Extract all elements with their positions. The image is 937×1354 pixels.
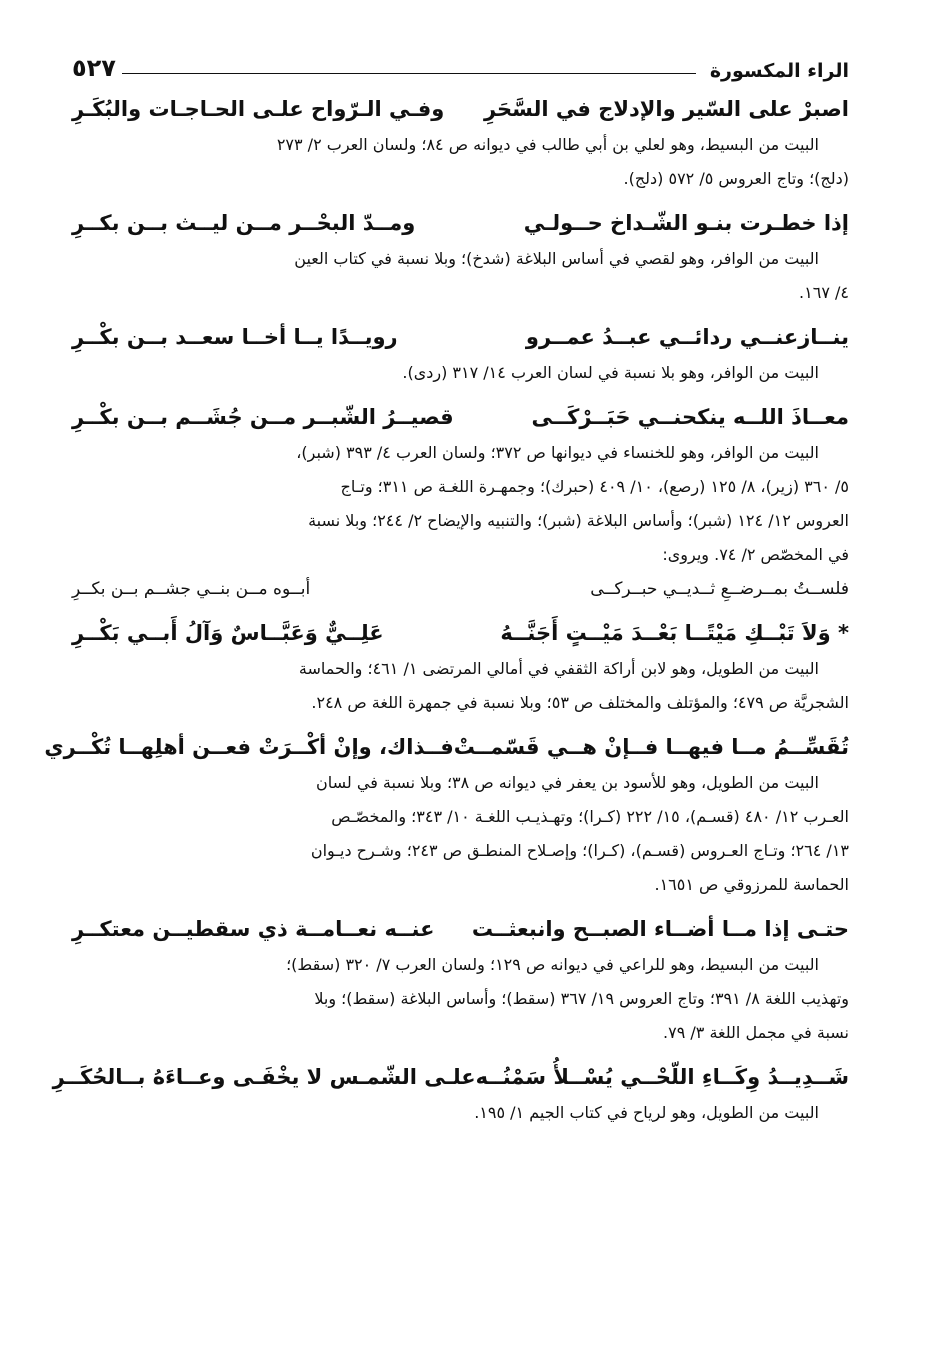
note-line: نسبة في مجمل اللغة ٣/ ٧٩. bbox=[663, 1023, 849, 1042]
note-line: الحماسة للمرزوقي ص ١٦٥١. bbox=[654, 875, 849, 894]
verse-first-hemistich: تُقَسِّــمُ مــا فيهــا فــإنْ هــي قَسّمــتْ bbox=[453, 735, 849, 759]
note-line: البيت من الوافر، وهو لقصي في أساس البلاغة (شدخ)؛ وبلا نسبة في كتاب العين bbox=[294, 249, 819, 268]
verse-second-hemistich: رويــدًا يــا أخــا سعــد بــن بكْــرِ bbox=[72, 325, 398, 349]
note-line: البيت من الوافر، وهو بلا نسبة في لسان العرب ١٤/ ٣١٧ (ردى). bbox=[402, 363, 819, 382]
variant-verse-line bbox=[72, 572, 849, 606]
note-line: العروس ١٢/ ١٢٤ (شبر)؛ وأساس البلاغة (شبر)؛ والتنبيه والإيضاح ٢/ ٢٤٤؛ وبلا نسبة bbox=[308, 511, 849, 530]
note-line: ٥/ ٣٦٠ (زير)، ٨/ ١٢٥ (رصع)، ١٠/ ٤٠٩ (حبرك)؛ وجمهـرة اللغـة ص ٣١١؛ وتـاج bbox=[340, 477, 849, 496]
verse-line bbox=[52, 1058, 849, 1096]
note-line: وتهذيب اللغة ٨/ ٣٩١؛ وتاج العروس ١٩/ ٣٦٧ (سقط)؛ وأساس البلاغة (سقط)؛ وبلا bbox=[314, 989, 849, 1008]
note-line: البيت من البسيط، وهو لعلي بن أبي طالب في ديوانه ص ٨٤؛ ولسان العرب ٢/ ٢٧٣ bbox=[276, 135, 819, 154]
verse-line bbox=[72, 398, 849, 436]
note-line: في المخصّص ٢/ ٧٤. ويروى: bbox=[662, 545, 849, 564]
note-line: البيت من الطويل، وهو لرياح في كتاب الجيم ١/ ١٩٥. bbox=[474, 1103, 819, 1122]
entries bbox=[44, 90, 849, 1130]
verse-second-hemistich: قصيــرُ الشّبــر مــن جُشَــم بــن بكْــرِ bbox=[72, 405, 454, 429]
verse-first-hemistich: شَــدِيــدُ وِكَــاءِ اللّحْــي يُسْــلأُ سَمْنُــه bbox=[475, 1065, 849, 1089]
section-title: الراء المكسورة bbox=[709, 60, 849, 82]
verse-second-hemistich: عنــه نعــامــة ذي سقطيــن معتكــرِ bbox=[72, 917, 435, 941]
page-number: ٥٢٧ bbox=[72, 54, 116, 82]
verse-source-note bbox=[72, 1096, 849, 1130]
variant-second-hemistich: أبــوه مــن بنــي جشــم بــن بكــرِ bbox=[72, 579, 311, 599]
verse-second-hemistich: ومــدّ البحْــر مــن ليــث بــن بكــرِ bbox=[72, 211, 416, 235]
verse-second-hemistich: علـى الشّمـس لا يخْفَـى وعــاءَهُ بــالحُكَــرِ bbox=[52, 1065, 476, 1089]
verse-first-hemistich: حتـى إذا مــا أضــاء الصبــح وانبعثــت bbox=[471, 917, 849, 941]
verse-second-hemistich: عَلِــيٌّ وَعَبَّــاسٌ وَآلُ أَبــي بَكْــرِ bbox=[72, 621, 384, 645]
verse-source-note bbox=[72, 242, 849, 310]
verse-first-hemistich: معــاذَ اللــه ينكحنــي حَبَــرْكَــى bbox=[531, 405, 849, 429]
verse-line bbox=[72, 910, 849, 948]
note-line: البيت من الوافر، وهو للخنساء في ديوانها ص ٣٧٢؛ ولسان العرب ٤/ ٣٩٣ (شبر)، bbox=[296, 443, 819, 462]
verse-first-hemistich: * وَلاَ تَبْــكِ مَيْتًــا بَعْــدَ مَيْــتٍ أَجَنَّــهُ bbox=[500, 614, 849, 652]
verse-source-note bbox=[72, 652, 849, 720]
verse-source-note bbox=[72, 766, 849, 902]
verse-source-note bbox=[72, 128, 849, 196]
note-line: البيت من الطويل، وهو للأسود بن يعفر في ديوانه ص ٣٨؛ وبلا نسبة في لسان bbox=[316, 773, 819, 792]
note-line: ١٣/ ٢٦٤؛ وتـاج العـروس (قسـم)، (كـرا)؛ وإصـلاح المنطـق ص ٢٤٣؛ وشـرح ديـوان bbox=[310, 841, 849, 860]
page-header bbox=[72, 38, 849, 82]
header-rule bbox=[122, 73, 696, 74]
note-line: العـرب ١٢/ ٤٨٠ (قسـم)، ١٥/ ٢٢٢ (كـرا)؛ وتهـذيـب اللغـة ١٠/ ٣٤٣؛ والمخصّـص bbox=[331, 807, 849, 826]
verse-line bbox=[72, 204, 849, 242]
note-line: البيت من البسيط، وهو للراعي في ديوانه ص ١٢٩؛ ولسان العرب ٧/ ٣٢٠ (سقط)؛ bbox=[286, 955, 819, 974]
verse-first-hemistich: اصبرْ على السّير والإدلاج في السَّحَرِ bbox=[483, 97, 849, 121]
note-line: الشجريَّة ص ٤٧٩؛ والمؤتلف والمختلف ص ٥٣؛ وبلا نسبة في جمهرة اللغة ص ٢٤٨. bbox=[311, 693, 849, 712]
verse-first-hemistich: ينــازعنــي ردائــي عبــدُ عمــرو bbox=[525, 325, 849, 349]
variant-first-hemistich: فلســتُ بمــرضــعِ ثــديــي حبــركــى bbox=[590, 579, 849, 599]
verse-first-hemistich: إذا خطـرت بنـو الشّـداخ حــولـي bbox=[523, 211, 849, 235]
note-line: ٤/ ١٦٧. bbox=[799, 283, 849, 302]
verse-line bbox=[44, 728, 849, 766]
verse-second-hemistich: فــذاك، وإنْ أكْــرَتْ فعــن أهلِهــا تُكْــري bbox=[44, 735, 454, 759]
note-line: البيت من الطويل، وهو لابن أراكة الثقفي في أمالي المرتضى ١/ ٤٦١؛ والحماسة bbox=[298, 659, 819, 678]
document-page bbox=[44, 38, 849, 1130]
verse-line bbox=[72, 614, 849, 652]
verse-line bbox=[72, 318, 849, 356]
verse-source-note bbox=[72, 356, 849, 390]
verse-second-hemistich: وفـي الـرّواح علـى الحـاجـات والبُكَـرِ bbox=[72, 97, 445, 121]
verse-source-note bbox=[72, 436, 849, 572]
verse-source-note bbox=[72, 948, 849, 1050]
note-line: (دلج)؛ وتاج العروس ٥/ ٥٧٢ (دلج). bbox=[623, 169, 849, 188]
verse-line bbox=[72, 90, 849, 128]
